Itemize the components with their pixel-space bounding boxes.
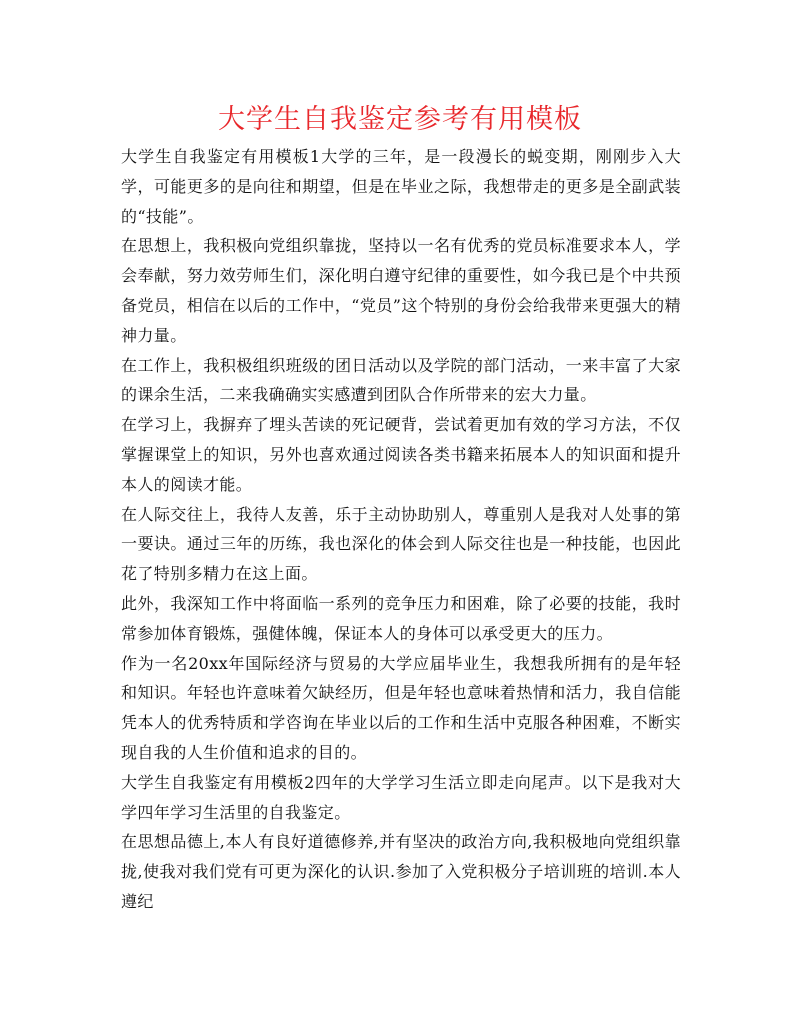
paragraph-6: 此外，我深知工作中将面临一系列的竞争压力和困难，除了必要的技能，我时常参加体育锻炼，强健体魄，保证本人的身体可以承受更大的压力。 <box>121 593 681 643</box>
document-body <box>121 142 681 917</box>
paragraph-3: 在工作上，我积极组织班级的团日活动以及学院的部门活动，一来丰富了大家的课余生活，二来我确确实实感遭到团队合作所带来的宏大力量。 <box>121 355 681 405</box>
document-title: 大学生自我鉴定参考有用模板 <box>218 104 582 135</box>
paragraph-9: 在思想品德上,本人有良好道德修养,并有坚决的政治方向,我积极地向党组织靠拢,使我对我们党有可更为深化的认识.参加了入党积极分子培训班的培训.本人遵纪 <box>121 832 681 911</box>
paragraph-4: 在学习上，我摒弃了埋头苦读的死记硬背，尝试着更加有效的学习方法，不仅掌握课堂上的知识，另外也喜欢通过阅读各类书籍来拓展本人的知识面和提升本人的阅读才能。 <box>121 415 681 494</box>
paragraph-7: 作为一名20xx年国际经济与贸易的大学应届毕业生，我想我所拥有的是年轻和知识。年轻也许意味着欠缺经历，但是年轻也意味着热情和活力，我自信能凭本人的优秀特质和学咨询在毕业以后的工作和生活中克服各种困难，不断实现自我的人生价值和追求的目的。 <box>121 653 681 762</box>
paragraph-1: 大学生自我鉴定有用模板1大学的三年，是一段漫长的蜕变期，刚刚步入大学，可能更多的是向往和期望，但是在毕业之际，我想带走的更多是全副武装的“技能”。 <box>121 147 681 226</box>
paragraph-5: 在人际交往上，我待人友善，乐于主动协助别人，尊重别人是我对人处事的第一要诀。通过三年的历练，我也深化的体会到人际交往也是一种技能，也因此花了特别多精力在这上面。 <box>121 504 681 584</box>
paragraph-2: 在思想上，我积极向党组织靠拢，坚持以一名有优秀的党员标准要求本人，学会奉献，努力效劳师生们，深化明白遵守纪律的重要性，如今我已是个中共预备党员，相信在以后的工作中，“党员”这个特别的身份会给我带来更强大的精神力量。 <box>121 236 681 345</box>
paragraph-8: 大学生自我鉴定有用模板2四年的大学学习生活立即走向尾声。以下是我对大学四年学习生活里的自我鉴定。 <box>121 772 681 822</box>
